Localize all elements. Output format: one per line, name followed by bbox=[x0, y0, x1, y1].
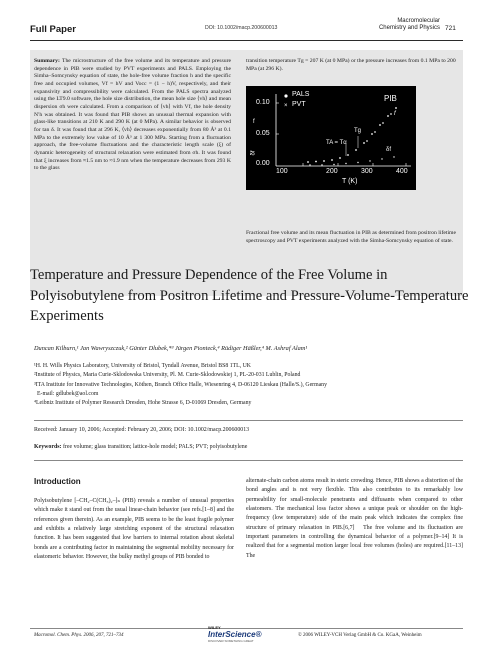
legend-pvt: PVT bbox=[292, 101, 306, 108]
copyright: © 2006 WILEY-VCH Verlag GmbH & Co. KGaA, Weinheim bbox=[298, 633, 422, 638]
affiliation-3: ³ITA Institute for Innovative Technologies, Köthen, Branch Office Halle, Wiesenring 4, D-06120 Lieskau (Halle/S.), Germany bbox=[34, 381, 327, 388]
svg-text:×: × bbox=[284, 103, 288, 109]
summary-body: The microstructure of the free volume and its temperature and pressure dependence in PIB were studied by PVT experiments and PALS. Employing the Simha–Somcynsky equation of state, the hole-free volume fraction h and the specific free and occupied volumes, Vf = hV and Vocc = (1 − h)V, respectively, and their expansivity and compressibility were calculated. From the PALS spectra analyzed using the LT9.0 software, the hole size distribution, the mean hole size ⟨vh⟩ and mean dispersion σh were calculated. From a comparison of ⟨vh⟩ with Vf, the hole density N′h was obtained. It was found that PIB shows an unusual thermal expansion with glass-like transitions at 210 K and 290 K (at 0 MPa). A similar behavior is observed for tan δ. It was found that at 296 K, ⟨vh⟩ decreases exponentially from 80 Å³ at 0.1 MPa to the extremely low value of 10 Å³ at 1 300 MPa. Starting from a fluctuation approach, the free-volume fluctuations and the characteristic length scale (ξ) of dynamic heterogeneity of structural relaxation were estimated from σh. It was found that ξ increases from ≈1.5 nm to ≈1.9 nm when the temperature decreases from 293 K to the glass bbox=[34, 58, 231, 172]
logo-wiley: WILEY bbox=[208, 625, 221, 630]
journal-line-2: Chemistry and Physics bbox=[378, 25, 440, 31]
affiliations bbox=[34, 362, 464, 408]
keywords-label: Keywords: bbox=[34, 444, 62, 450]
intro-paragraph-right: alternate-chain carbon atoms result in steric crowding. Hence, PIB shows a distortion of the bond angles and is not very flexible. This also contributes to its remarkably low permeability for small-molecule penetrants and diffusants when compared to other elastomers. The mechanical loss factor shows a unique peak or shoulder on the high-frequency (low temperature) side of the main peak which indicates the complex fine structure of primary relaxation in PIB.[6,7] The free volume and its fluctuation are important parameters in controlling the dynamical behavior of a polymer.[9–14] It is realized that for a segmental motion larger local free volumes (holes) are required.[11–13] The bbox=[246, 478, 463, 559]
summary-text-continued: transition temperature Tg = 207 K (at 0 MPa) or the pressure increases from 0.1 MPa to 200 MPa (at 296 K). bbox=[246, 58, 456, 72]
keywords bbox=[34, 444, 464, 450]
x-axis-label: T (K) bbox=[342, 178, 358, 185]
citation: Macromol. Chem. Phys. 2006, 207, 721–734 bbox=[34, 633, 124, 638]
section-label: Full Paper bbox=[30, 24, 76, 35]
interscience-logo bbox=[208, 625, 261, 643]
x-tick-100: 100 bbox=[276, 168, 288, 175]
legend-pals: PALS bbox=[292, 91, 310, 98]
header-rule bbox=[30, 40, 463, 41]
label-tg: Tg bbox=[354, 128, 362, 134]
y-tick-0.10: 0.10 bbox=[256, 99, 270, 106]
summary-text bbox=[34, 58, 231, 173]
figure-graphical-abstract bbox=[246, 86, 416, 190]
logo-tagline: DISCOVER SOMETHING GREAT bbox=[208, 639, 254, 643]
received-dates: Received: January 10, 2006; Accepted: February 20, 2006; DOI: 10.1002/macp.200600013 bbox=[34, 427, 250, 433]
header-doi: DOI: 10.1002/macp.200600013 bbox=[205, 25, 278, 31]
journal-line-1: Macromolecular bbox=[397, 18, 440, 24]
y-axis-label-df: δf bbox=[250, 150, 257, 156]
logo-interscience: InterScience® bbox=[208, 630, 262, 639]
affiliation-4: ⁴Leibniz Institute of Polymer Research Dresden, Hohe Strasse 6, D-01069 Dresden, Germany bbox=[34, 400, 252, 407]
label-pib: PIB bbox=[384, 94, 397, 103]
author-list: Duncan Kilburn,¹ Jan Wawryszczuk,² Günter Dlubek,*³ Jürgen Pionteck,⁴ Rüdiger Häßler,⁴ M. Ashraf Alam¹ bbox=[34, 345, 308, 352]
figure-caption: Fractional free volume and its mean fluctuation in PIB as determined from positron lifetime spectroscopy and PVT experiments analyzed with the Simha-Somcynsky equation of state. bbox=[246, 230, 456, 244]
divider bbox=[34, 420, 463, 421]
y-tick-0.00: 0.00 bbox=[256, 160, 270, 167]
intro-paragraph-left: Polyisobutylene [–CH₂–C(CH₃)₂–]ₙ (PIB) reveals a number of unusual properties which make it stand out from the usual linear-chain behavior (see refs.[1–8] and the references given therein). As an example, PIB seems to be the least fragile polymer and exhibits a relatively large stretching exponent of the structural relaxation function. It has been suggested that low barriers to internal rotation about skeletal bonds are a contributing factor in maintaining the segmental mobility necessary for elastomeric behavior. However, the bulky methyl groups of PIB bonded to bbox=[34, 498, 234, 561]
keywords-list: free volume; glass transition; lattice-hole model; PALS; PVT; polyisobutylene bbox=[61, 444, 248, 450]
x-tick-300: 300 bbox=[361, 168, 373, 175]
section-heading-introduction: Introduction bbox=[34, 477, 81, 486]
affiliation-1: ¹H. H. Wills Physics Laboratory, University of Bristol, Tyndall Avenue, Bristol BS8 1TL, UK bbox=[34, 363, 251, 369]
x-tick-400: 400 bbox=[396, 168, 408, 175]
y-axis-label: f bbox=[253, 119, 255, 125]
page-number: 721 bbox=[445, 25, 456, 32]
email[interactable]: E-mail: gdlubek@aol.com bbox=[37, 390, 99, 397]
affiliation-2: ²Institute of Physics, Maria Curie-Sklodowska University, Pl. M. Curie-Sklodowskiej 1, PL-20-031 Lublin, Poland bbox=[34, 372, 301, 379]
divider bbox=[34, 460, 463, 461]
journal-name bbox=[348, 18, 440, 32]
y-tick-0.05: 0.05 bbox=[256, 130, 270, 137]
label-df: δf bbox=[386, 147, 392, 153]
summary-label: Summary: bbox=[34, 58, 60, 64]
label-ta: TA = Tα bbox=[326, 140, 347, 146]
article-title: Temperature and Pressure Dependence of the Free Volume in Polyisobutylene from Positron Lifetime and Pressure-Volume-Temperature Experiments bbox=[30, 267, 469, 324]
label-f: f bbox=[394, 111, 396, 117]
x-tick-200: 200 bbox=[326, 168, 338, 175]
